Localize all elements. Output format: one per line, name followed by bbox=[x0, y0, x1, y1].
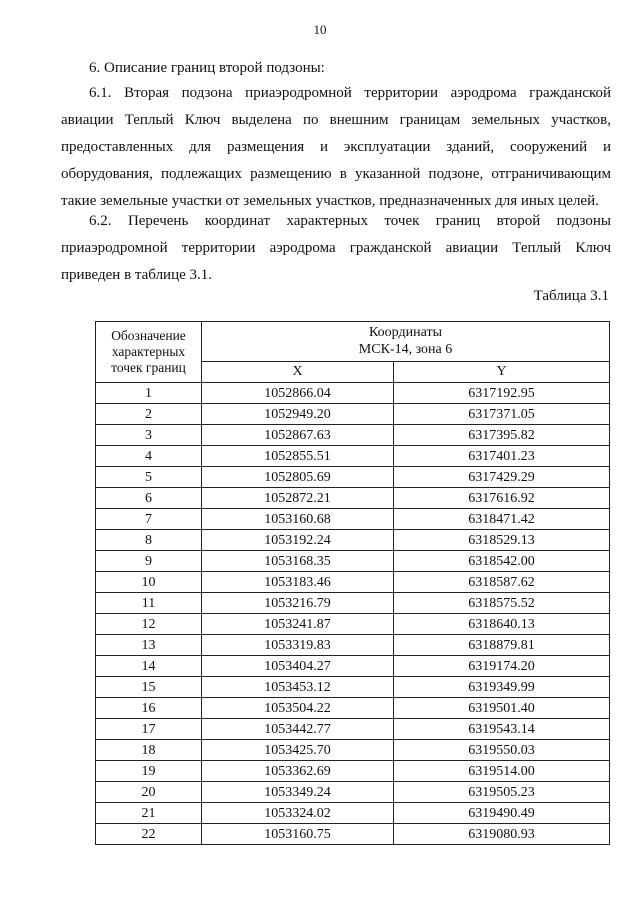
y-coordinate-cell: 6319080.93 bbox=[394, 824, 610, 845]
table-row bbox=[96, 488, 610, 509]
table-row bbox=[96, 698, 610, 719]
x-coordinate-cell: 1053504.22 bbox=[202, 698, 394, 719]
point-number-cell: 14 bbox=[96, 656, 202, 677]
x-coordinate-cell: 1052867.63 bbox=[202, 425, 394, 446]
point-number-cell: 20 bbox=[96, 782, 202, 803]
y-coordinate-cell: 6319349.99 bbox=[394, 677, 610, 698]
table-caption: Таблица 3.1 bbox=[533, 288, 609, 304]
x-coordinate-cell: 1053425.70 bbox=[202, 740, 394, 761]
table-row bbox=[96, 572, 610, 593]
x-coordinate-cell: 1053183.46 bbox=[202, 572, 394, 593]
point-number-cell: 11 bbox=[96, 593, 202, 614]
y-coordinate-cell: 6318471.42 bbox=[394, 509, 610, 530]
x-coordinate-cell: 1052855.51 bbox=[202, 446, 394, 467]
x-coordinate-cell: 1053241.87 bbox=[202, 614, 394, 635]
table-row bbox=[96, 593, 610, 614]
table-row bbox=[96, 656, 610, 677]
y-coordinate-cell: 6319550.03 bbox=[394, 740, 610, 761]
x-coordinate-cell: 1053216.79 bbox=[202, 593, 394, 614]
table-row bbox=[96, 551, 610, 572]
header-y: Y bbox=[394, 361, 610, 382]
coordinates-table bbox=[95, 321, 610, 845]
point-number-cell: 2 bbox=[96, 404, 202, 425]
point-number-cell: 10 bbox=[96, 572, 202, 593]
point-number-cell: 3 bbox=[96, 425, 202, 446]
paragraph-6-2 bbox=[61, 208, 611, 289]
y-coordinate-cell: 6319543.14 bbox=[394, 719, 610, 740]
coordinates-table-body bbox=[96, 383, 610, 845]
x-coordinate-cell: 1052805.69 bbox=[202, 467, 394, 488]
table-row bbox=[96, 509, 610, 530]
point-number-cell: 1 bbox=[96, 383, 202, 404]
table-row bbox=[96, 425, 610, 446]
header-points: Обозначение характерных точек границ bbox=[96, 322, 202, 383]
x-coordinate-cell: 1053349.24 bbox=[202, 782, 394, 803]
header-x: X bbox=[202, 361, 394, 382]
paragraph-6-1-number: 6.1. bbox=[89, 85, 112, 101]
y-coordinate-cell: 6318640.13 bbox=[394, 614, 610, 635]
point-number-cell: 21 bbox=[96, 803, 202, 824]
x-coordinate-cell: 1053319.83 bbox=[202, 635, 394, 656]
table-row bbox=[96, 761, 610, 782]
y-coordinate-cell: 6318542.00 bbox=[394, 551, 610, 572]
x-coordinate-cell: 1052866.04 bbox=[202, 383, 394, 404]
page-number: 10 bbox=[313, 22, 327, 37]
paragraph-6-2-number: 6.2. bbox=[89, 213, 112, 229]
point-number-cell: 9 bbox=[96, 551, 202, 572]
paragraph-6-1-text: Вторая подзона приаэродромной территории аэродрома гражданской авиации Теплый Ключ выделена по внешним границам земельных участков, предоставленных для размещения и эксплуатации зданий, сооружений и оборудования, подлежащих размещению в указанной подзоне, отграничивающим такие земельные участки от земельных участков, предназначенных для иных целей. bbox=[61, 85, 612, 209]
y-coordinate-cell: 6318879.81 bbox=[394, 635, 610, 656]
y-coordinate-cell: 6319514.00 bbox=[394, 761, 610, 782]
y-coordinate-cell: 6318529.13 bbox=[394, 530, 610, 551]
paragraph-6-1 bbox=[61, 80, 611, 215]
point-number-cell: 17 bbox=[96, 719, 202, 740]
x-coordinate-cell: 1053362.69 bbox=[202, 761, 394, 782]
y-coordinate-cell: 6319501.40 bbox=[394, 698, 610, 719]
table-row bbox=[96, 740, 610, 761]
point-number-cell: 18 bbox=[96, 740, 202, 761]
x-coordinate-cell: 1052949.20 bbox=[202, 404, 394, 425]
y-coordinate-cell: 6317401.23 bbox=[394, 446, 610, 467]
point-number-cell: 22 bbox=[96, 824, 202, 845]
x-coordinate-cell: 1053404.27 bbox=[202, 656, 394, 677]
x-coordinate-cell: 1053160.68 bbox=[202, 509, 394, 530]
x-coordinate-cell: 1053168.35 bbox=[202, 551, 394, 572]
point-number-cell: 7 bbox=[96, 509, 202, 530]
x-coordinate-cell: 1053442.77 bbox=[202, 719, 394, 740]
table-row bbox=[96, 467, 610, 488]
header-coordinate-system: МСК-14, зона 6 bbox=[358, 342, 453, 358]
paragraph-6-2-text: Перечень координат характерных точек границ второй подзоны приаэродромной территории аэродрома гражданской авиации Теплый Ключ приведен в таблице 3.1. bbox=[61, 213, 612, 283]
table-row bbox=[96, 404, 610, 425]
y-coordinate-cell: 6317429.29 bbox=[394, 467, 610, 488]
header-coordinates-title: Координаты bbox=[369, 325, 442, 341]
y-coordinate-cell: 6317192.95 bbox=[394, 383, 610, 404]
y-coordinate-cell: 6318575.52 bbox=[394, 593, 610, 614]
table-row bbox=[96, 824, 610, 845]
x-coordinate-cell: 1053160.75 bbox=[202, 824, 394, 845]
y-coordinate-cell: 6319490.49 bbox=[394, 803, 610, 824]
table-row bbox=[96, 446, 610, 467]
point-number-cell: 5 bbox=[96, 467, 202, 488]
y-coordinate-cell: 6317371.05 bbox=[394, 404, 610, 425]
point-number-cell: 15 bbox=[96, 677, 202, 698]
table-row bbox=[96, 614, 610, 635]
y-coordinate-cell: 6319505.23 bbox=[394, 782, 610, 803]
point-number-cell: 16 bbox=[96, 698, 202, 719]
y-coordinate-cell: 6317616.92 bbox=[394, 488, 610, 509]
y-coordinate-cell: 6318587.62 bbox=[394, 572, 610, 593]
table-row bbox=[96, 803, 610, 824]
table-row bbox=[96, 677, 610, 698]
x-coordinate-cell: 1053453.12 bbox=[202, 677, 394, 698]
point-number-cell: 19 bbox=[96, 761, 202, 782]
table-row bbox=[96, 782, 610, 803]
y-coordinate-cell: 6319174.20 bbox=[394, 656, 610, 677]
header-coordinates bbox=[202, 322, 610, 362]
table-row bbox=[96, 719, 610, 740]
x-coordinate-cell: 1053192.24 bbox=[202, 530, 394, 551]
point-number-cell: 13 bbox=[96, 635, 202, 656]
y-coordinate-cell: 6317395.82 bbox=[394, 425, 610, 446]
section-heading: 6. Описание границ второй подзоны: bbox=[89, 60, 325, 76]
point-number-cell: 4 bbox=[96, 446, 202, 467]
table-row bbox=[96, 530, 610, 551]
point-number-cell: 12 bbox=[96, 614, 202, 635]
point-number-cell: 8 bbox=[96, 530, 202, 551]
x-coordinate-cell: 1052872.21 bbox=[202, 488, 394, 509]
x-coordinate-cell: 1053324.02 bbox=[202, 803, 394, 824]
table-row bbox=[96, 383, 610, 404]
table-row bbox=[96, 635, 610, 656]
point-number-cell: 6 bbox=[96, 488, 202, 509]
